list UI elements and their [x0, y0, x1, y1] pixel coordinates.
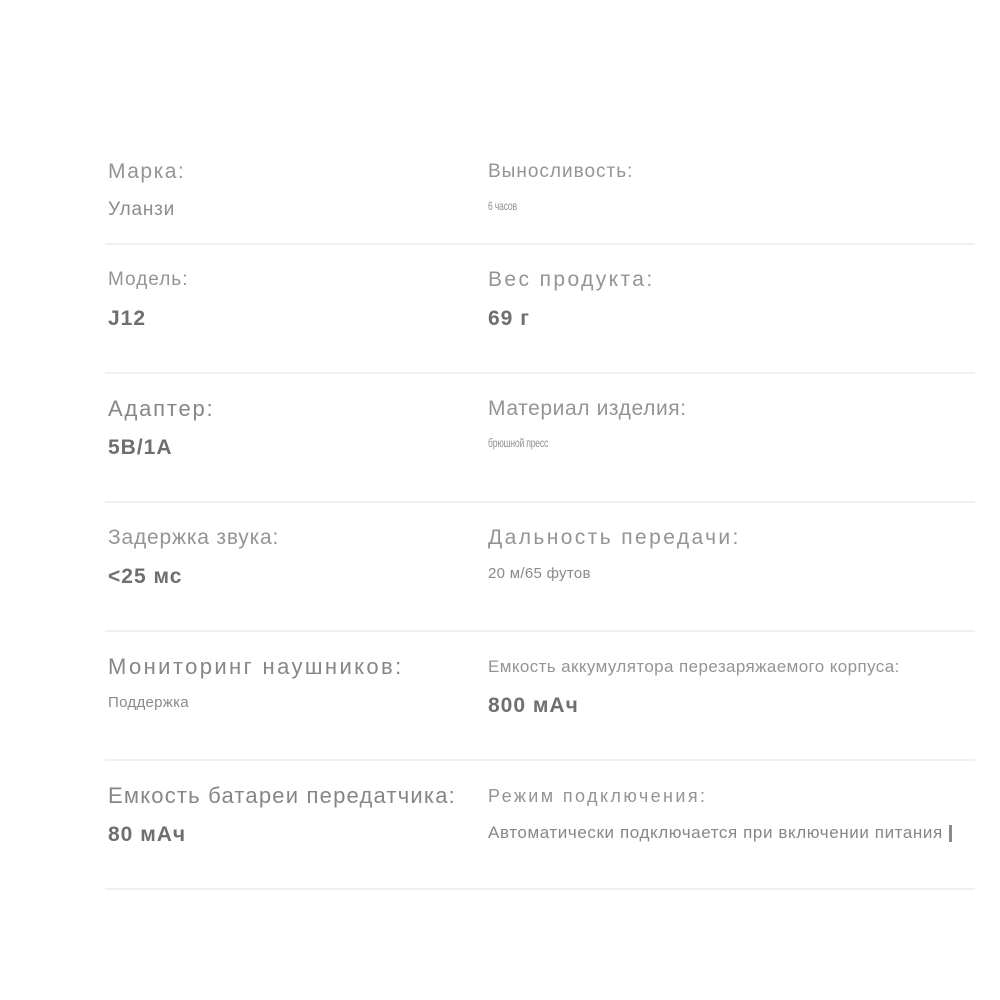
spec-label-range: Дальность передачи:	[488, 526, 741, 549]
spec-row-adapter-material	[105, 374, 975, 503]
spec-label-monitoring: Мониторинг наушников:	[108, 654, 404, 679]
spec-value-weight: 69 г	[488, 307, 530, 330]
spec-value-tx-battery: 80 мАч	[108, 823, 187, 846]
spec-value-endurance: 6 часов	[488, 199, 517, 213]
spec-label-weight: Вес продукта:	[488, 268, 655, 291]
spec-cell-tx-battery	[105, 783, 488, 888]
spec-row-brand-endurance	[105, 137, 975, 245]
spec-label-material: Материал изделия:	[488, 397, 687, 420]
spec-label-tx-battery: Емкость батареи передатчика:	[108, 783, 456, 808]
spec-label-adapter: Адаптер:	[108, 396, 215, 421]
spec-value-range: 20 м/65 футов	[488, 565, 591, 582]
spec-value-latency: <25 мс	[108, 565, 183, 588]
spec-row-model-weight	[105, 245, 975, 374]
spec-cell-monitoring	[105, 654, 488, 759]
spec-cell-latency	[105, 525, 488, 630]
spec-value-connection-text: Автоматически подключается при включении питания	[488, 823, 943, 842]
spec-row-monitoring-case-battery	[105, 632, 975, 761]
spec-value-brand: Уланзи	[108, 199, 176, 220]
spec-label-connection: Режим подключения:	[488, 786, 708, 806]
specs-table	[105, 137, 975, 890]
spec-cell-case-battery	[488, 654, 975, 759]
spec-cell-material	[488, 396, 975, 501]
spec-value-case-battery: 800 мАч	[488, 694, 579, 717]
spec-cell-adapter	[105, 396, 488, 501]
spec-value-monitoring: Поддержка	[108, 694, 189, 711]
spec-cell-connection	[488, 783, 975, 888]
spec-cell-endurance	[488, 159, 975, 243]
spec-label-endurance: Выносливость:	[488, 161, 634, 182]
text-cursor	[949, 825, 952, 842]
spec-value-adapter: 5В/1А	[108, 436, 173, 459]
spec-value-material: брюшной пресс	[488, 436, 549, 450]
spec-cell-range	[488, 525, 975, 630]
spec-row-tx-battery-connection	[105, 761, 975, 890]
spec-label-brand: Марка:	[108, 160, 186, 183]
spec-cell-model	[105, 267, 488, 372]
spec-row-latency-range	[105, 503, 975, 632]
spec-cell-brand	[105, 159, 488, 243]
spec-label-case-battery: Емкость аккумулятора перезаряжаемого корпуса:	[488, 657, 900, 676]
spec-label-model: Модель:	[108, 269, 189, 290]
spec-label-latency: Задержка звука:	[108, 526, 280, 549]
spec-cell-weight	[488, 267, 975, 372]
spec-value-model: J12	[108, 307, 147, 330]
spec-value-connection	[488, 823, 975, 843]
